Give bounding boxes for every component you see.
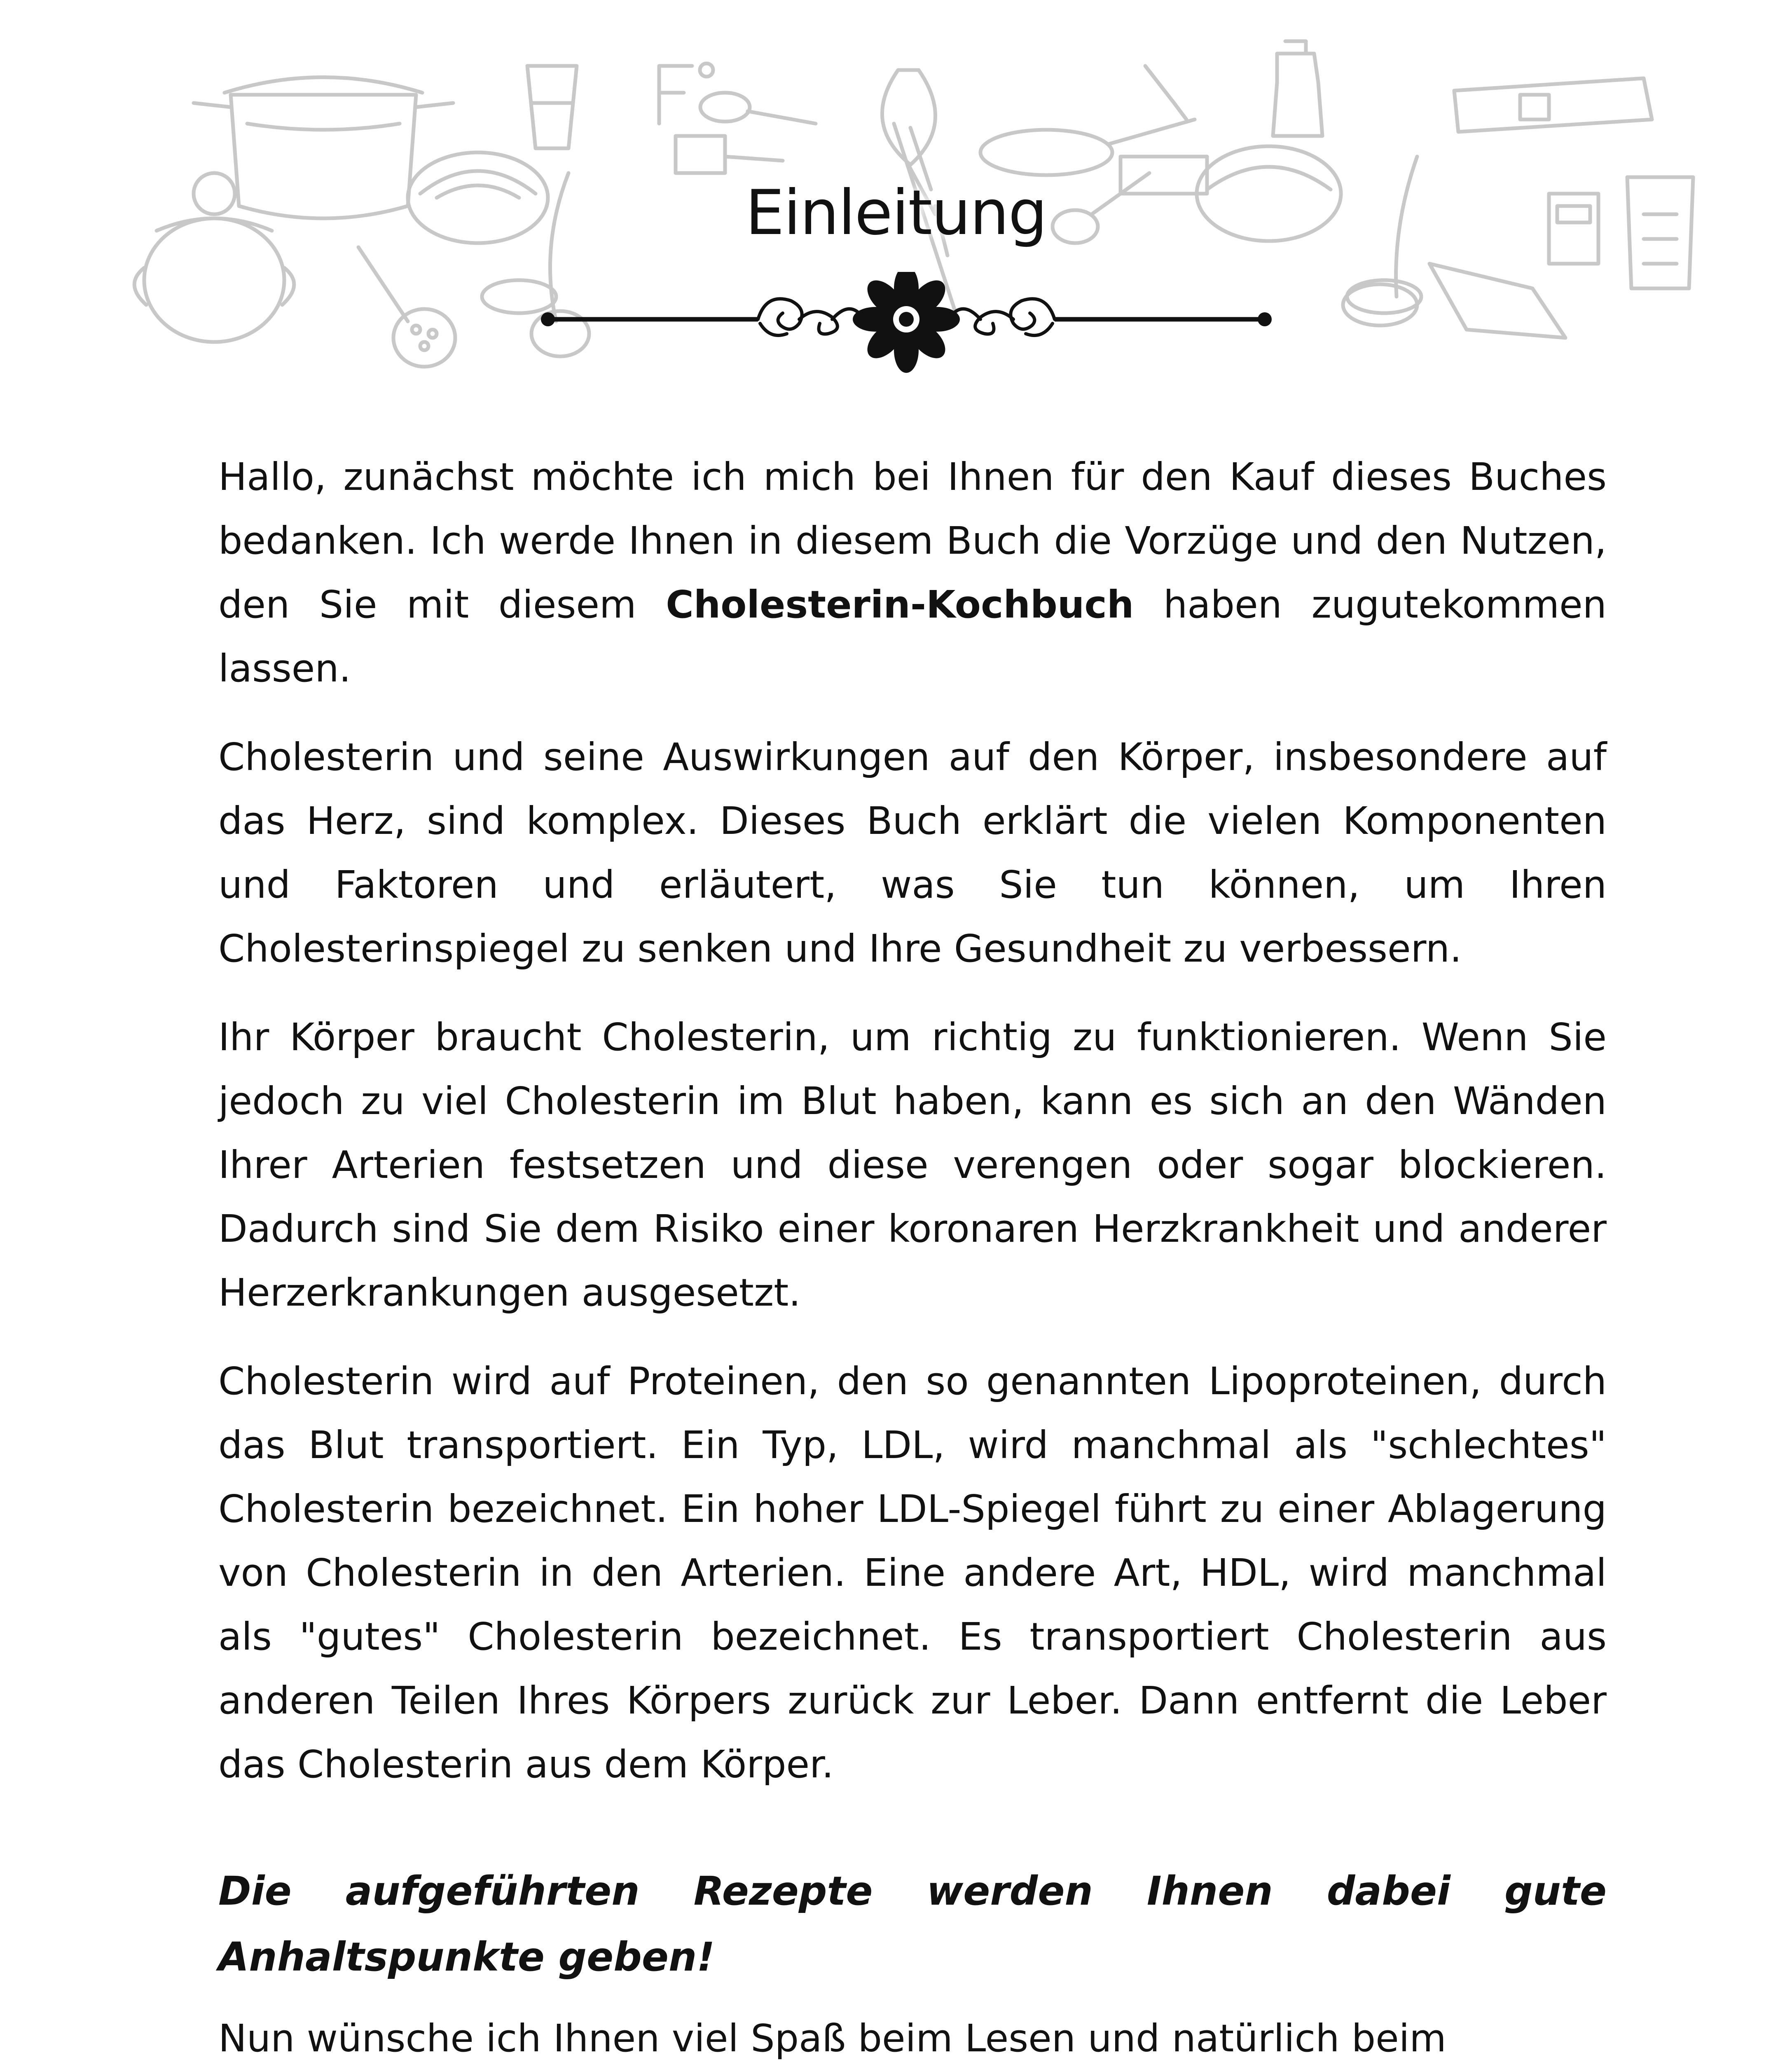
- glass-icon: [527, 66, 577, 148]
- book-title-bold: Cholesterin-Kochbuch: [666, 583, 1134, 627]
- knife-icon: [1145, 66, 1186, 119]
- title-divider: [536, 272, 1277, 379]
- paragraph-closing: Nun wünsche ich Ihnen viel Spaß beim Lesen und natürlich beim: [218, 2016, 1446, 2060]
- scroll-flourish-right: [952, 299, 1055, 335]
- emphasis-statement: Die aufgeführten Rezepte werden Ihnen dabei gute Anhaltspunkte geben!: [218, 1868, 1607, 1980]
- paragraph-intro: [218, 445, 1607, 700]
- cleaver-icon: [676, 136, 783, 173]
- belt-icon: [1454, 78, 1652, 132]
- paragraph-body-needs: Ihr Körper braucht Cholesterin, um richtig zu funktionieren. Wenn Sie jedoch zu viel Cholesterin im Blut haben, kann es sich an den Wänden Ihrer Arterien festsetzen und diese verengen oder sogar blockieren. Dadurch sind Sie dem Risiko einer koronaren Herzkrankheit und anderer Herzerkrankungen ausgesetzt.: [218, 1015, 1607, 1315]
- divider-line-right: [1055, 312, 1272, 326]
- pepper-mill-icon: [1273, 41, 1322, 136]
- flower-ornament-icon: [853, 272, 960, 373]
- skimmer-icon: [358, 247, 455, 367]
- page-title: Einleitung: [745, 177, 1047, 249]
- paragraph-intro-text-start: Hallo, zunächst möchte ich mich bei Ihnen für den Kauf dieses Buches bedanken. Ich werde Ihnen in diesem Buch die Vorzüge und den Nutzen, den Sie mit diesem: [218, 455, 1607, 627]
- divider-line-left: [541, 312, 758, 326]
- paragraph-lipoproteins: Cholesterin wird auf Proteinen, den so genannten Lipoproteinen, durch das Blut transportiert. Ein Typ, LDL, wird manchmal als "schlechtes" Cholesterin bezeichnet. Ein hoher LDL-Spiegel führt zu einer Ablagerung von Cholesterin in den Arterien. Eine andere Art, HDL, wird manchmal als "gutes" Cholesterin bezeichnet. Es transportiert Cholesterin aus anderen Teilen Ihres Körpers zurück zur Leber. Dann entfernt die Leber das Cholesterin aus dem Körper.: [218, 1359, 1607, 1786]
- paragraph-intro-text-end: haben zugutekommen lassen.: [218, 583, 1607, 691]
- scroll-flourish-left: [758, 299, 861, 335]
- frying-pan-icon: [980, 119, 1195, 175]
- main-content: [218, 445, 1607, 2060]
- spoon-icon: [700, 93, 816, 124]
- towel-icon: [1429, 264, 1565, 338]
- paragraph-cholesterol-effects: Cholesterin und seine Auswirkungen auf den Körper, insbesondere auf das Herz, sind komplex. Dieses Buch erklärt die vielen Komponenten und Faktoren und erläutert, was Sie tun können, um Ihren Cholesterinspiegel zu senken und Ihre Gesundheit zu verbessern.: [218, 735, 1607, 971]
